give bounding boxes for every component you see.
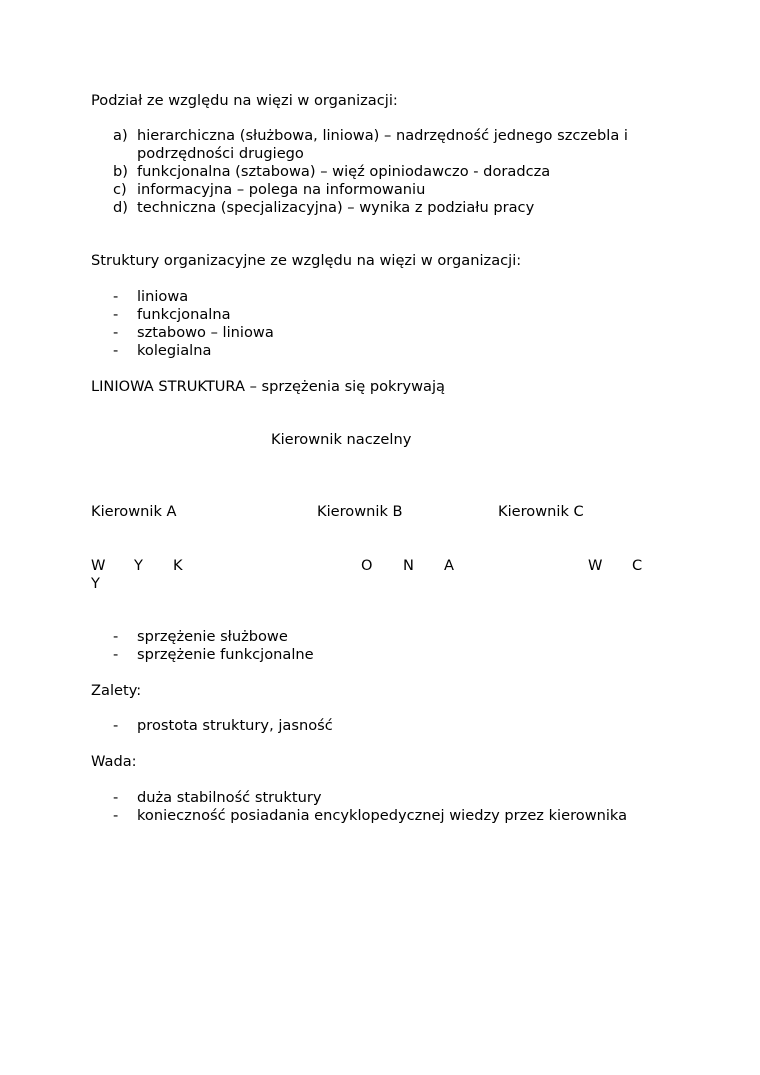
list-dash: - — [113, 789, 119, 806]
list-item-text: kolegialna — [137, 342, 212, 359]
section2-heading: Struktury organizacyjne ze względu na więzi w organizacji: — [91, 252, 522, 269]
liniowa-heading: LINIOWA STRUKTURA – sprzężenia się pokrywają — [91, 378, 445, 395]
list-item-text: techniczna (specjalizacyjna) – wynika z podziału pracy — [137, 199, 535, 216]
list-dash: - — [113, 324, 119, 341]
wada-heading: Wada: — [91, 753, 137, 770]
diagram-worker: W — [588, 557, 603, 574]
list-marker: d) — [113, 199, 128, 216]
list-item-text: konieczność posiadania encyklopedycznej wiedzy przez kierownika — [137, 807, 628, 824]
list-item-text: funkcjonalna — [137, 306, 231, 323]
diagram-manager-c: Kierownik C — [498, 503, 584, 520]
list-dash: - — [113, 288, 119, 305]
list-item-text: sprzężenie służbowe — [137, 628, 288, 645]
list-item-text: sprzężenie funkcjonalne — [137, 646, 314, 663]
list-item-text — [137, 127, 628, 163]
list-item-text: duża stabilność struktury — [137, 789, 322, 806]
diagram-worker: W — [91, 557, 106, 574]
diagram-manager-b: Kierownik B — [317, 503, 403, 520]
diagram-worker: O — [361, 557, 373, 574]
list-dash: - — [113, 342, 119, 359]
list-dash: - — [113, 807, 119, 824]
list-marker: c) — [113, 181, 127, 198]
diagram-manager-a: Kierownik A — [91, 503, 177, 520]
list-dash: - — [113, 628, 119, 645]
zalety-heading: Zalety: — [91, 682, 142, 699]
list-dash: - — [113, 646, 119, 663]
diagram-worker: Y — [134, 557, 143, 574]
list-item-text: liniowa — [137, 288, 189, 305]
list-dash: - — [113, 717, 119, 734]
list-item-text: informacyjna – polega na informowaniu — [137, 181, 426, 198]
diagram-worker-wrap: Y — [91, 575, 100, 592]
diagram-worker: C — [632, 557, 643, 574]
diagram-worker: K — [173, 557, 183, 574]
list-item-text: funkcjonalna (sztabowa) – więź opiniodawczo - doradcza — [137, 163, 551, 180]
list-item-line2: podrzędności drugiego — [137, 145, 304, 162]
diagram-top-manager: Kierownik naczelny — [271, 431, 412, 448]
list-dash: - — [113, 306, 119, 323]
diagram-worker: A — [444, 557, 454, 574]
list-item-line1: hierarchiczna (służbowa, liniowa) – nadrzędność jednego szczebla i — [137, 127, 628, 144]
list-marker: b) — [113, 163, 128, 180]
list-marker: a) — [113, 127, 128, 144]
list-item-text: prostota struktury, jasność — [137, 717, 333, 734]
list-item-text: sztabowo – liniowa — [137, 324, 274, 341]
diagram-worker: N — [403, 557, 414, 574]
section1-heading: Podział ze względu na więzi w organizacji: — [91, 92, 398, 109]
